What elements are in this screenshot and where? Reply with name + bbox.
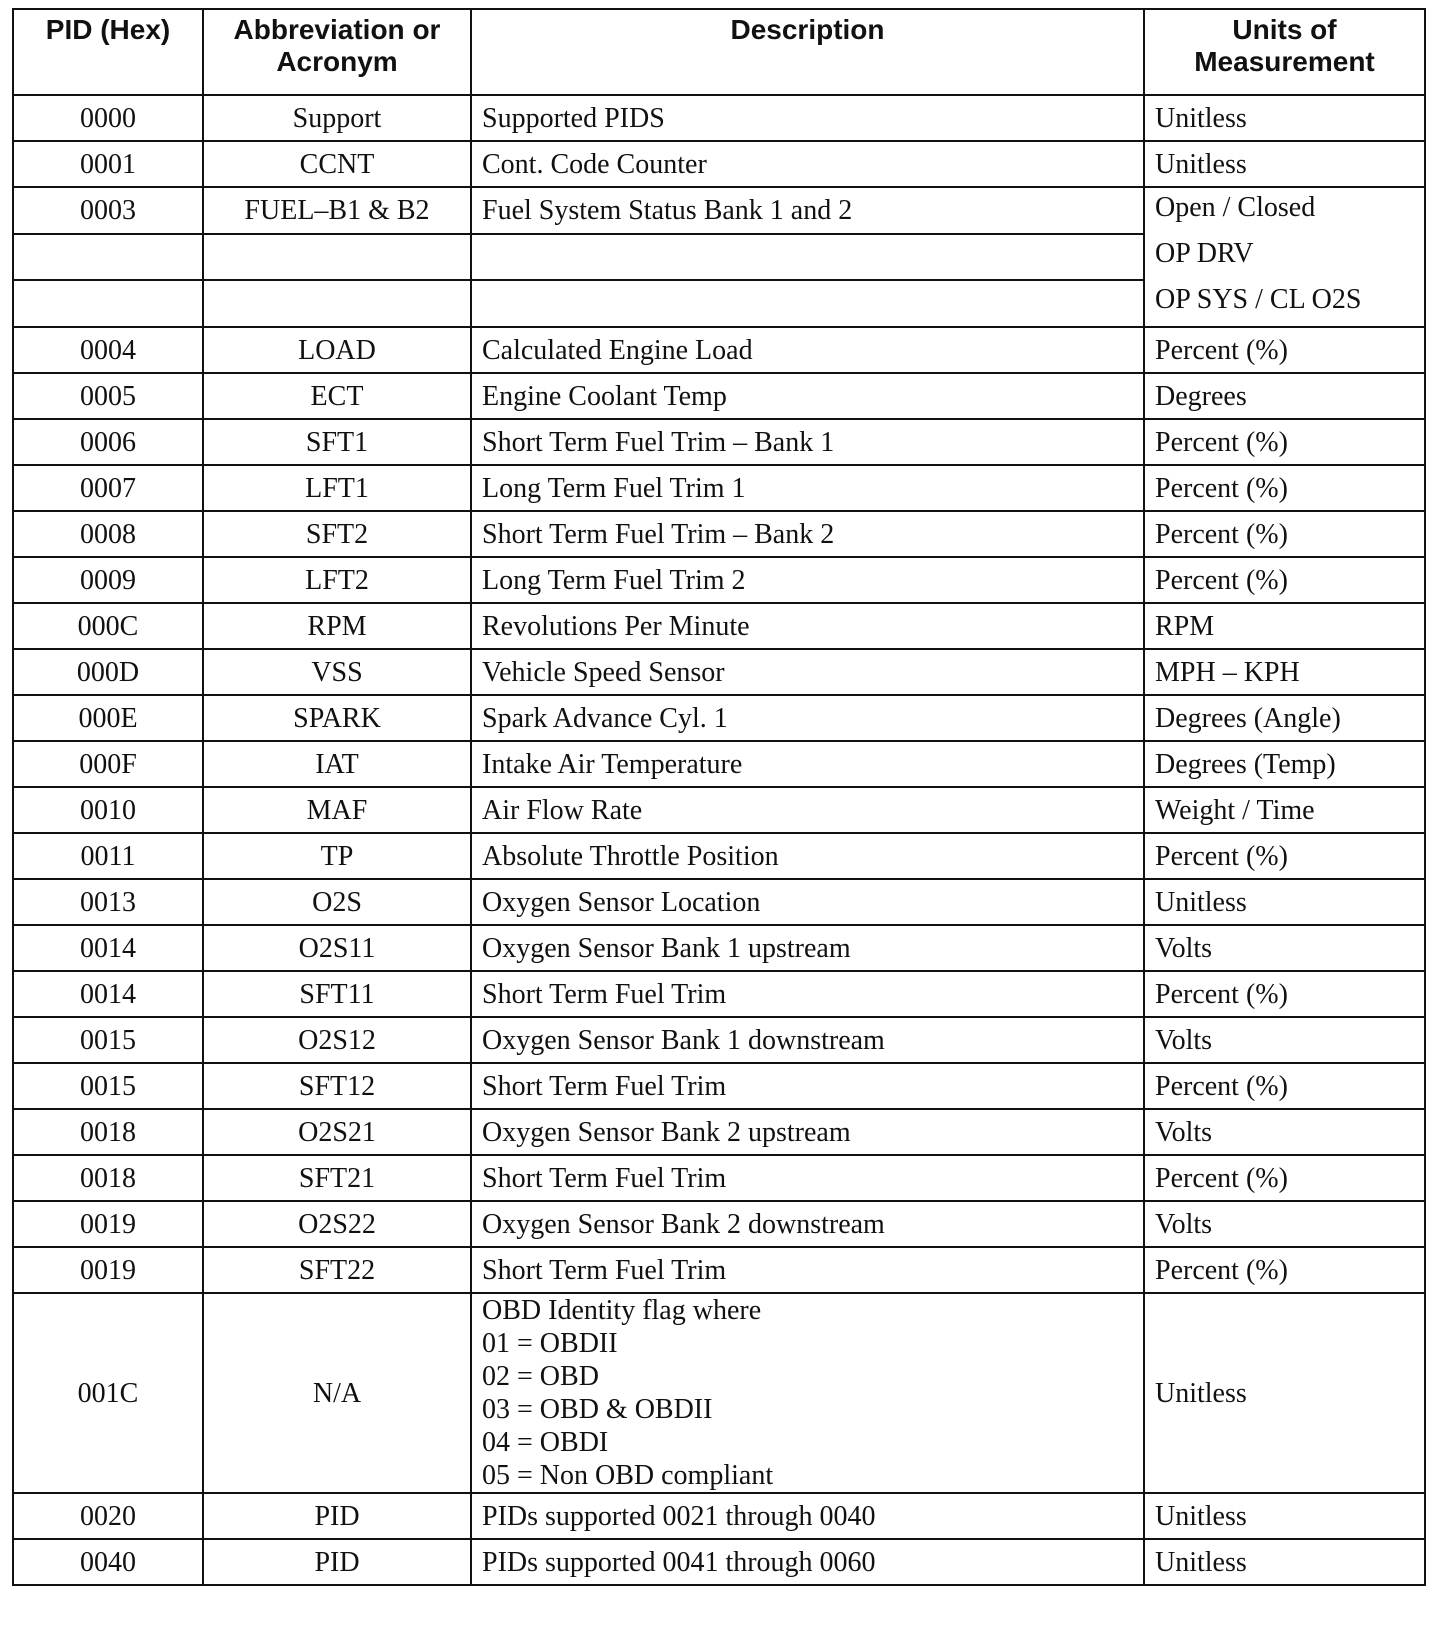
abbreviation-cell: SFT12 bbox=[203, 1063, 471, 1109]
pid-cell: 0019 bbox=[13, 1247, 203, 1293]
description-cell: Engine Coolant Temp bbox=[471, 373, 1144, 419]
description-cell: Long Term Fuel Trim 2 bbox=[471, 557, 1144, 603]
pid-reference-table-wrapper bbox=[12, 8, 1424, 1586]
pid-cell: 0007 bbox=[13, 465, 203, 511]
pid-cell: 0005 bbox=[13, 373, 203, 419]
pid-cell: 0014 bbox=[13, 971, 203, 1017]
pid-cell: 000E bbox=[13, 695, 203, 741]
abbreviation-cell: O2S12 bbox=[203, 1017, 471, 1063]
units-cell: Unitless bbox=[1144, 879, 1425, 925]
abbreviation-cell: LFT2 bbox=[203, 557, 471, 603]
pid-cell: 0018 bbox=[13, 1109, 203, 1155]
abbreviation-cell: O2S11 bbox=[203, 925, 471, 971]
pid-cell: 000D bbox=[13, 649, 203, 695]
description-cell: Revolutions Per Minute bbox=[471, 603, 1144, 649]
units-cell: Percent (%) bbox=[1144, 465, 1425, 511]
description-cell: Oxygen Sensor Bank 2 upstream bbox=[471, 1109, 1144, 1155]
abbreviation-cell-empty bbox=[203, 234, 471, 281]
pid-cell: 0000 bbox=[13, 95, 203, 141]
table-header-row bbox=[13, 9, 1425, 95]
table-row bbox=[13, 971, 1425, 1017]
units-line: Open / Closed bbox=[1155, 192, 1316, 223]
abbreviation-cell: TP bbox=[203, 833, 471, 879]
units-line: OP SYS / CL O2S bbox=[1155, 284, 1362, 315]
units-cell: Unitless bbox=[1144, 141, 1425, 187]
header-units: Units of Measurement bbox=[1144, 9, 1425, 95]
description-cell: Short Term Fuel Trim – Bank 1 bbox=[471, 419, 1144, 465]
description-cell: Oxygen Sensor Bank 1 downstream bbox=[471, 1017, 1144, 1063]
description-cell: Fuel System Status Bank 1 and 2 bbox=[471, 187, 1144, 234]
abbreviation-cell: MAF bbox=[203, 787, 471, 833]
pid-cell: 0011 bbox=[13, 833, 203, 879]
table-row bbox=[13, 465, 1425, 511]
description-cell: Absolute Throttle Position bbox=[471, 833, 1144, 879]
units-cell: Percent (%) bbox=[1144, 1155, 1425, 1201]
table-row bbox=[13, 1493, 1425, 1539]
pid-cell: 0009 bbox=[13, 557, 203, 603]
table-row bbox=[13, 925, 1425, 971]
units-cell: Volts bbox=[1144, 1017, 1425, 1063]
header-description: Description bbox=[471, 9, 1144, 95]
description-line: 05 = Non OBD compliant bbox=[482, 1460, 774, 1491]
description-cell: PIDs supported 0021 through 0040 bbox=[471, 1493, 1144, 1539]
table-row bbox=[13, 1201, 1425, 1247]
abbreviation-cell: SFT1 bbox=[203, 419, 471, 465]
pid-cell: 0020 bbox=[13, 1493, 203, 1539]
units-cell: Volts bbox=[1144, 1109, 1425, 1155]
table-row bbox=[13, 419, 1425, 465]
pid-cell: 0008 bbox=[13, 511, 203, 557]
table-row bbox=[13, 187, 1425, 234]
description-cell: Intake Air Temperature bbox=[471, 741, 1144, 787]
table-row bbox=[13, 327, 1425, 373]
description-cell: Short Term Fuel Trim – Bank 2 bbox=[471, 511, 1144, 557]
abbreviation-cell: VSS bbox=[203, 649, 471, 695]
description-cell: Oxygen Sensor Bank 1 upstream bbox=[471, 925, 1144, 971]
units-cell: Unitless bbox=[1144, 1493, 1425, 1539]
pid-cell: 0001 bbox=[13, 141, 203, 187]
units-cell: Degrees (Angle) bbox=[1144, 695, 1425, 741]
pid-cell: 000C bbox=[13, 603, 203, 649]
table-row bbox=[13, 695, 1425, 741]
description-cell: Calculated Engine Load bbox=[471, 327, 1144, 373]
description-line: 01 = OBDII bbox=[482, 1328, 618, 1359]
description-cell: Vehicle Speed Sensor bbox=[471, 649, 1144, 695]
units-cell: Percent (%) bbox=[1144, 1063, 1425, 1109]
description-line: OBD Identity flag where bbox=[482, 1295, 762, 1326]
abbreviation-cell: IAT bbox=[203, 741, 471, 787]
units-cell: Volts bbox=[1144, 925, 1425, 971]
units-cell: Percent (%) bbox=[1144, 557, 1425, 603]
table-row bbox=[13, 603, 1425, 649]
header-pid: PID (Hex) bbox=[13, 9, 203, 95]
table-row bbox=[13, 787, 1425, 833]
table-row bbox=[13, 557, 1425, 603]
description-cell: Cont. Code Counter bbox=[471, 141, 1144, 187]
units-cell: Percent (%) bbox=[1144, 511, 1425, 557]
table-row bbox=[13, 1155, 1425, 1201]
description-cell: Spark Advance Cyl. 1 bbox=[471, 695, 1144, 741]
units-cell: Percent (%) bbox=[1144, 419, 1425, 465]
table-row bbox=[13, 1109, 1425, 1155]
abbreviation-cell: ECT bbox=[203, 373, 471, 419]
abbreviation-cell: Support bbox=[203, 95, 471, 141]
abbreviation-cell: O2S21 bbox=[203, 1109, 471, 1155]
table-row bbox=[13, 1017, 1425, 1063]
pid-cell: 0006 bbox=[13, 419, 203, 465]
pid-cell: 0013 bbox=[13, 879, 203, 925]
abbreviation-cell-empty bbox=[203, 280, 471, 327]
description-line: 02 = OBD bbox=[482, 1361, 599, 1392]
table-row bbox=[13, 95, 1425, 141]
abbreviation-cell: FUEL–B1 & B2 bbox=[203, 187, 471, 234]
units-cell: Weight / Time bbox=[1144, 787, 1425, 833]
pid-cell: 0040 bbox=[13, 1539, 203, 1585]
pid-cell: 0003 bbox=[13, 187, 203, 234]
units-cell: Percent (%) bbox=[1144, 833, 1425, 879]
description-cell: Short Term Fuel Trim bbox=[471, 971, 1144, 1017]
units-cell: Degrees bbox=[1144, 373, 1425, 419]
table-row bbox=[13, 1063, 1425, 1109]
units-cell: Volts bbox=[1144, 1201, 1425, 1247]
description-cell: Short Term Fuel Trim bbox=[471, 1247, 1144, 1293]
description-cell bbox=[471, 1293, 1144, 1493]
pid-cell: 0004 bbox=[13, 327, 203, 373]
abbreviation-cell: LOAD bbox=[203, 327, 471, 373]
units-cell bbox=[1144, 187, 1425, 327]
pid-cell: 0015 bbox=[13, 1017, 203, 1063]
abbreviation-cell: PID bbox=[203, 1493, 471, 1539]
abbreviation-cell: SFT22 bbox=[203, 1247, 471, 1293]
abbreviation-cell: SFT21 bbox=[203, 1155, 471, 1201]
pid-cell: 0015 bbox=[13, 1063, 203, 1109]
abbreviation-cell: SFT2 bbox=[203, 511, 471, 557]
description-cell: Oxygen Sensor Location bbox=[471, 879, 1144, 925]
abbreviation-cell: PID bbox=[203, 1539, 471, 1585]
description-cell: Air Flow Rate bbox=[471, 787, 1144, 833]
units-cell: RPM bbox=[1144, 603, 1425, 649]
abbreviation-cell: SPARK bbox=[203, 695, 471, 741]
abbreviation-cell: N/A bbox=[203, 1293, 471, 1493]
pid-cell-empty bbox=[13, 234, 203, 281]
header-abbreviation: Abbreviation or Acronym bbox=[203, 9, 471, 95]
abbreviation-cell: SFT11 bbox=[203, 971, 471, 1017]
units-cell: Percent (%) bbox=[1144, 1247, 1425, 1293]
pid-cell-empty bbox=[13, 280, 203, 327]
units-line: OP DRV bbox=[1155, 238, 1254, 269]
description-cell: Short Term Fuel Trim bbox=[471, 1155, 1144, 1201]
abbreviation-cell: RPM bbox=[203, 603, 471, 649]
units-cell: Percent (%) bbox=[1144, 971, 1425, 1017]
abbreviation-cell: CCNT bbox=[203, 141, 471, 187]
pid-cell: 001C bbox=[13, 1293, 203, 1493]
abbreviation-cell: O2S bbox=[203, 879, 471, 925]
description-cell: Oxygen Sensor Bank 2 downstream bbox=[471, 1201, 1144, 1247]
table-row bbox=[13, 511, 1425, 557]
pid-cell: 0010 bbox=[13, 787, 203, 833]
description-line: 04 = OBDI bbox=[482, 1427, 609, 1458]
table-row bbox=[13, 649, 1425, 695]
description-cell: Supported PIDS bbox=[471, 95, 1144, 141]
table-row bbox=[13, 1293, 1425, 1493]
abbreviation-cell: O2S22 bbox=[203, 1201, 471, 1247]
description-cell: PIDs supported 0041 through 0060 bbox=[471, 1539, 1144, 1585]
units-cell: Percent (%) bbox=[1144, 327, 1425, 373]
pid-reference-table bbox=[12, 8, 1426, 1586]
description-line: 03 = OBD & OBDII bbox=[482, 1394, 713, 1425]
pid-cell: 0019 bbox=[13, 1201, 203, 1247]
units-cell: Unitless bbox=[1144, 1293, 1425, 1493]
description-cell-empty bbox=[471, 280, 1144, 327]
table-row bbox=[13, 741, 1425, 787]
table-row bbox=[13, 1247, 1425, 1293]
pid-cell: 0014 bbox=[13, 925, 203, 971]
units-cell: Degrees (Temp) bbox=[1144, 741, 1425, 787]
table-row bbox=[13, 1539, 1425, 1585]
description-cell: Short Term Fuel Trim bbox=[471, 1063, 1144, 1109]
table-row bbox=[13, 879, 1425, 925]
pid-cell: 000F bbox=[13, 741, 203, 787]
description-cell-empty bbox=[471, 234, 1144, 281]
units-cell: MPH – KPH bbox=[1144, 649, 1425, 695]
units-cell: Unitless bbox=[1144, 1539, 1425, 1585]
pid-cell: 0018 bbox=[13, 1155, 203, 1201]
table-body bbox=[13, 95, 1425, 1585]
units-cell: Unitless bbox=[1144, 95, 1425, 141]
description-cell: Long Term Fuel Trim 1 bbox=[471, 465, 1144, 511]
table-row bbox=[13, 373, 1425, 419]
table-row bbox=[13, 833, 1425, 879]
table-row bbox=[13, 141, 1425, 187]
abbreviation-cell: LFT1 bbox=[203, 465, 471, 511]
